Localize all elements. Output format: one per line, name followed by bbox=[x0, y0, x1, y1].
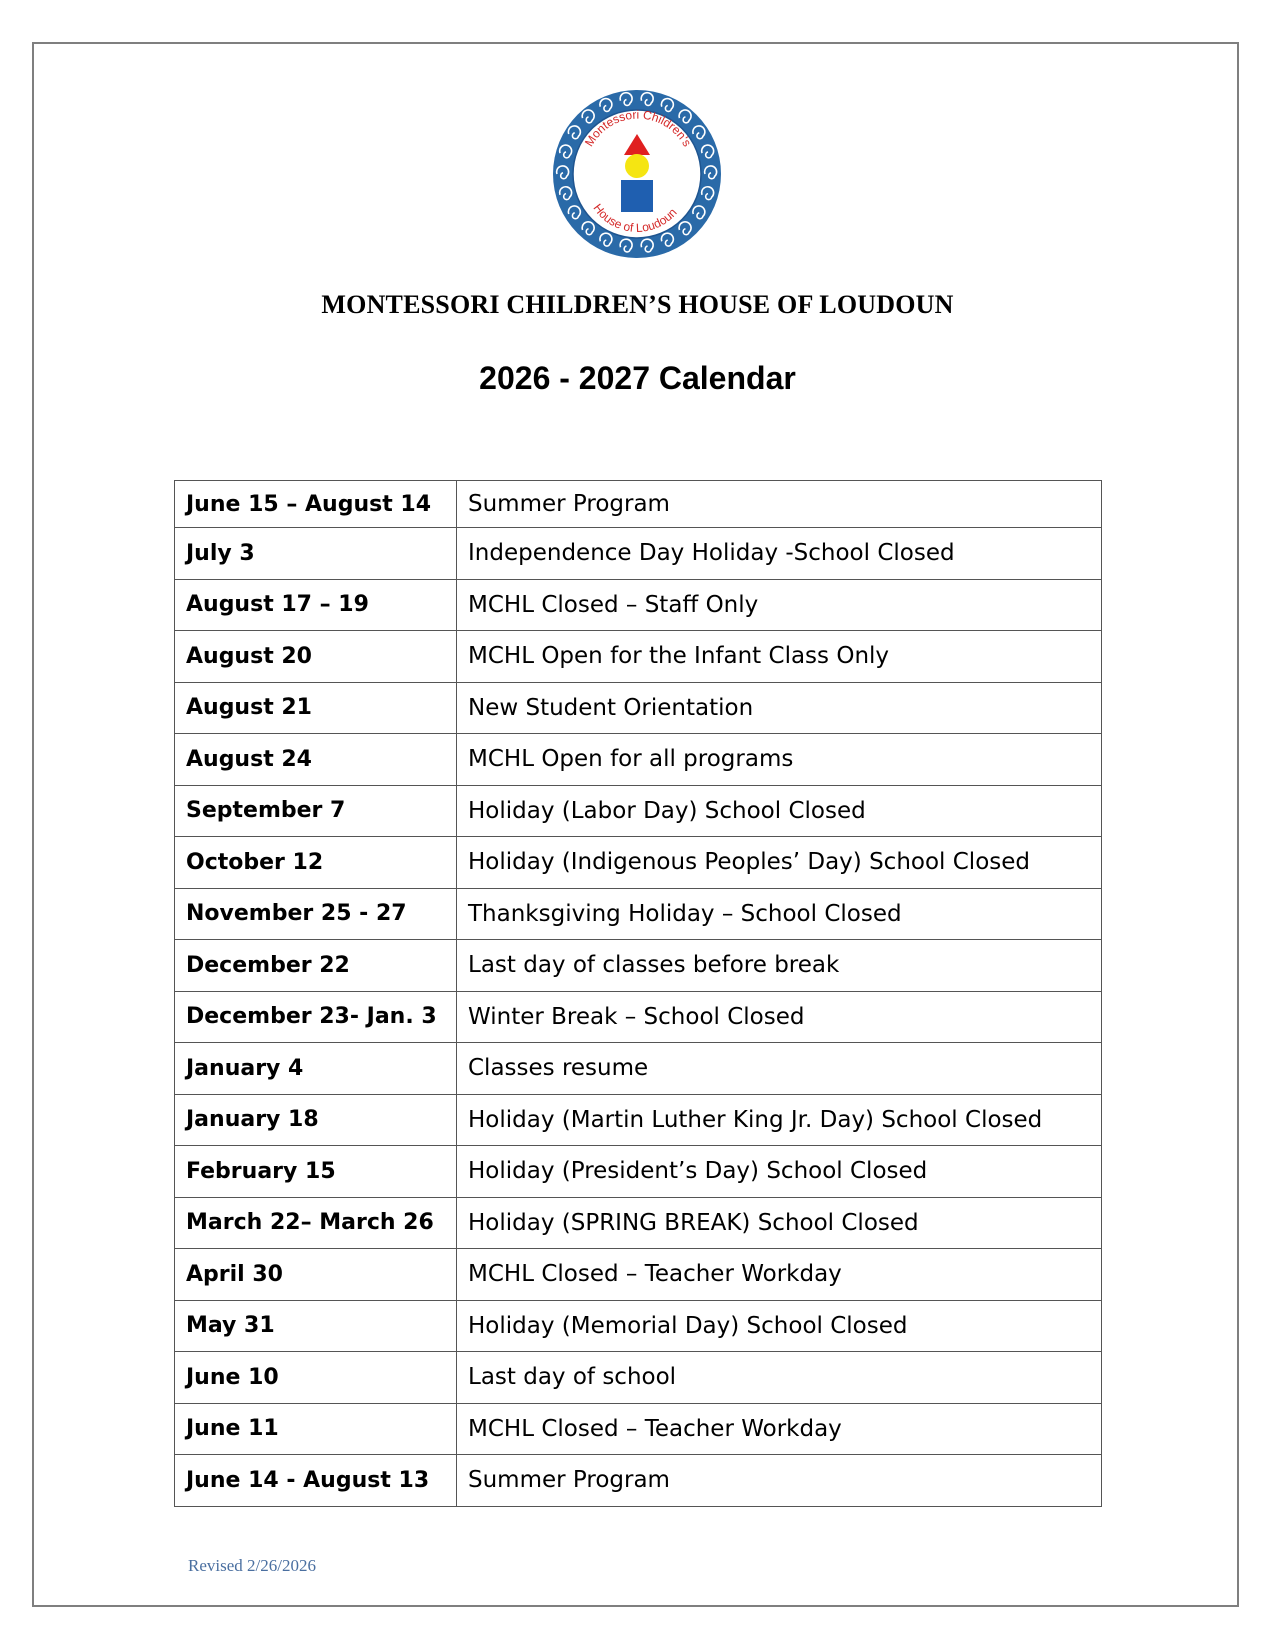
event-description: Winter Break – School Closed bbox=[457, 991, 1102, 1043]
calendar-row bbox=[175, 1249, 1102, 1301]
event-date: August 20 bbox=[175, 631, 457, 683]
calendar-row bbox=[175, 682, 1102, 734]
event-description: Classes resume bbox=[457, 1043, 1102, 1095]
event-description: New Student Orientation bbox=[457, 682, 1102, 734]
calendar-row bbox=[175, 528, 1102, 580]
event-date: April 30 bbox=[175, 1249, 457, 1301]
calendar-row bbox=[175, 1455, 1102, 1507]
event-description: Summer Program bbox=[457, 1455, 1102, 1507]
event-date: July 3 bbox=[175, 528, 457, 580]
event-description: Holiday (Memorial Day) School Closed bbox=[457, 1300, 1102, 1352]
logo-text-bottom: House of Loudoun bbox=[590, 201, 680, 235]
calendar-row bbox=[175, 1403, 1102, 1455]
calendar-row bbox=[175, 734, 1102, 786]
event-date: September 7 bbox=[175, 785, 457, 837]
calendar-row bbox=[175, 1094, 1102, 1146]
event-date: March 22– March 26 bbox=[175, 1197, 457, 1249]
event-date: January 18 bbox=[175, 1094, 457, 1146]
event-description: Holiday (Indigenous Peoples’ Day) School Closed bbox=[457, 837, 1102, 889]
event-date: August 24 bbox=[175, 734, 457, 786]
calendar-row bbox=[175, 940, 1102, 992]
event-date: November 25 - 27 bbox=[175, 888, 457, 940]
calendar-row bbox=[175, 785, 1102, 837]
calendar-row bbox=[175, 888, 1102, 940]
event-date: October 12 bbox=[175, 837, 457, 889]
event-description: Holiday (President’s Day) School Closed bbox=[457, 1146, 1102, 1198]
logo-text-top: Montessori Children's bbox=[581, 107, 695, 149]
event-description: Holiday (SPRING BREAK) School Closed bbox=[457, 1197, 1102, 1249]
event-description: Summer Program bbox=[457, 481, 1102, 528]
event-date: June 15 – August 14 bbox=[175, 481, 457, 528]
calendar-title: 2026 - 2027 Calendar bbox=[479, 360, 796, 396]
event-description: Last day of school bbox=[457, 1352, 1102, 1404]
event-description: Holiday (Martin Luther King Jr. Day) School Closed bbox=[457, 1094, 1102, 1146]
event-date: June 14 - August 13 bbox=[175, 1455, 457, 1507]
calendar-row bbox=[175, 837, 1102, 889]
calendar-row bbox=[175, 1300, 1102, 1352]
event-date: June 10 bbox=[175, 1352, 457, 1404]
calendar-table bbox=[174, 480, 1102, 1507]
calendar-row bbox=[175, 991, 1102, 1043]
revised-date: Revised 2/26/2026 bbox=[188, 1556, 316, 1575]
event-description: Holiday (Labor Day) School Closed bbox=[457, 785, 1102, 837]
event-description: MCHL Closed – Teacher Workday bbox=[457, 1249, 1102, 1301]
event-date: December 22 bbox=[175, 940, 457, 992]
event-description: Independence Day Holiday -School Closed bbox=[457, 528, 1102, 580]
calendar-row bbox=[175, 481, 1102, 528]
event-description: MCHL Open for all programs bbox=[457, 734, 1102, 786]
event-date: June 11 bbox=[175, 1403, 457, 1455]
event-date: August 21 bbox=[175, 682, 457, 734]
event-date: August 17 – 19 bbox=[175, 579, 457, 631]
event-description: Thanksgiving Holiday – School Closed bbox=[457, 888, 1102, 940]
calendar-row bbox=[175, 1146, 1102, 1198]
event-description: MCHL Open for the Infant Class Only bbox=[457, 631, 1102, 683]
school-logo bbox=[551, 88, 723, 260]
calendar-row bbox=[175, 1197, 1102, 1249]
event-date: May 31 bbox=[175, 1300, 457, 1352]
event-date: December 23- Jan. 3 bbox=[175, 991, 457, 1043]
event-description: MCHL Closed – Staff Only bbox=[457, 579, 1102, 631]
event-date: February 15 bbox=[175, 1146, 457, 1198]
calendar-row bbox=[175, 1352, 1102, 1404]
organization-name: MONTESSORI CHILDREN’S HOUSE OF LOUDOUN bbox=[321, 290, 954, 319]
calendar-row bbox=[175, 1043, 1102, 1095]
calendar-row bbox=[175, 631, 1102, 683]
event-date: January 4 bbox=[175, 1043, 457, 1095]
event-description: MCHL Closed – Teacher Workday bbox=[457, 1403, 1102, 1455]
event-description: Last day of classes before break bbox=[457, 940, 1102, 992]
calendar-row bbox=[175, 579, 1102, 631]
